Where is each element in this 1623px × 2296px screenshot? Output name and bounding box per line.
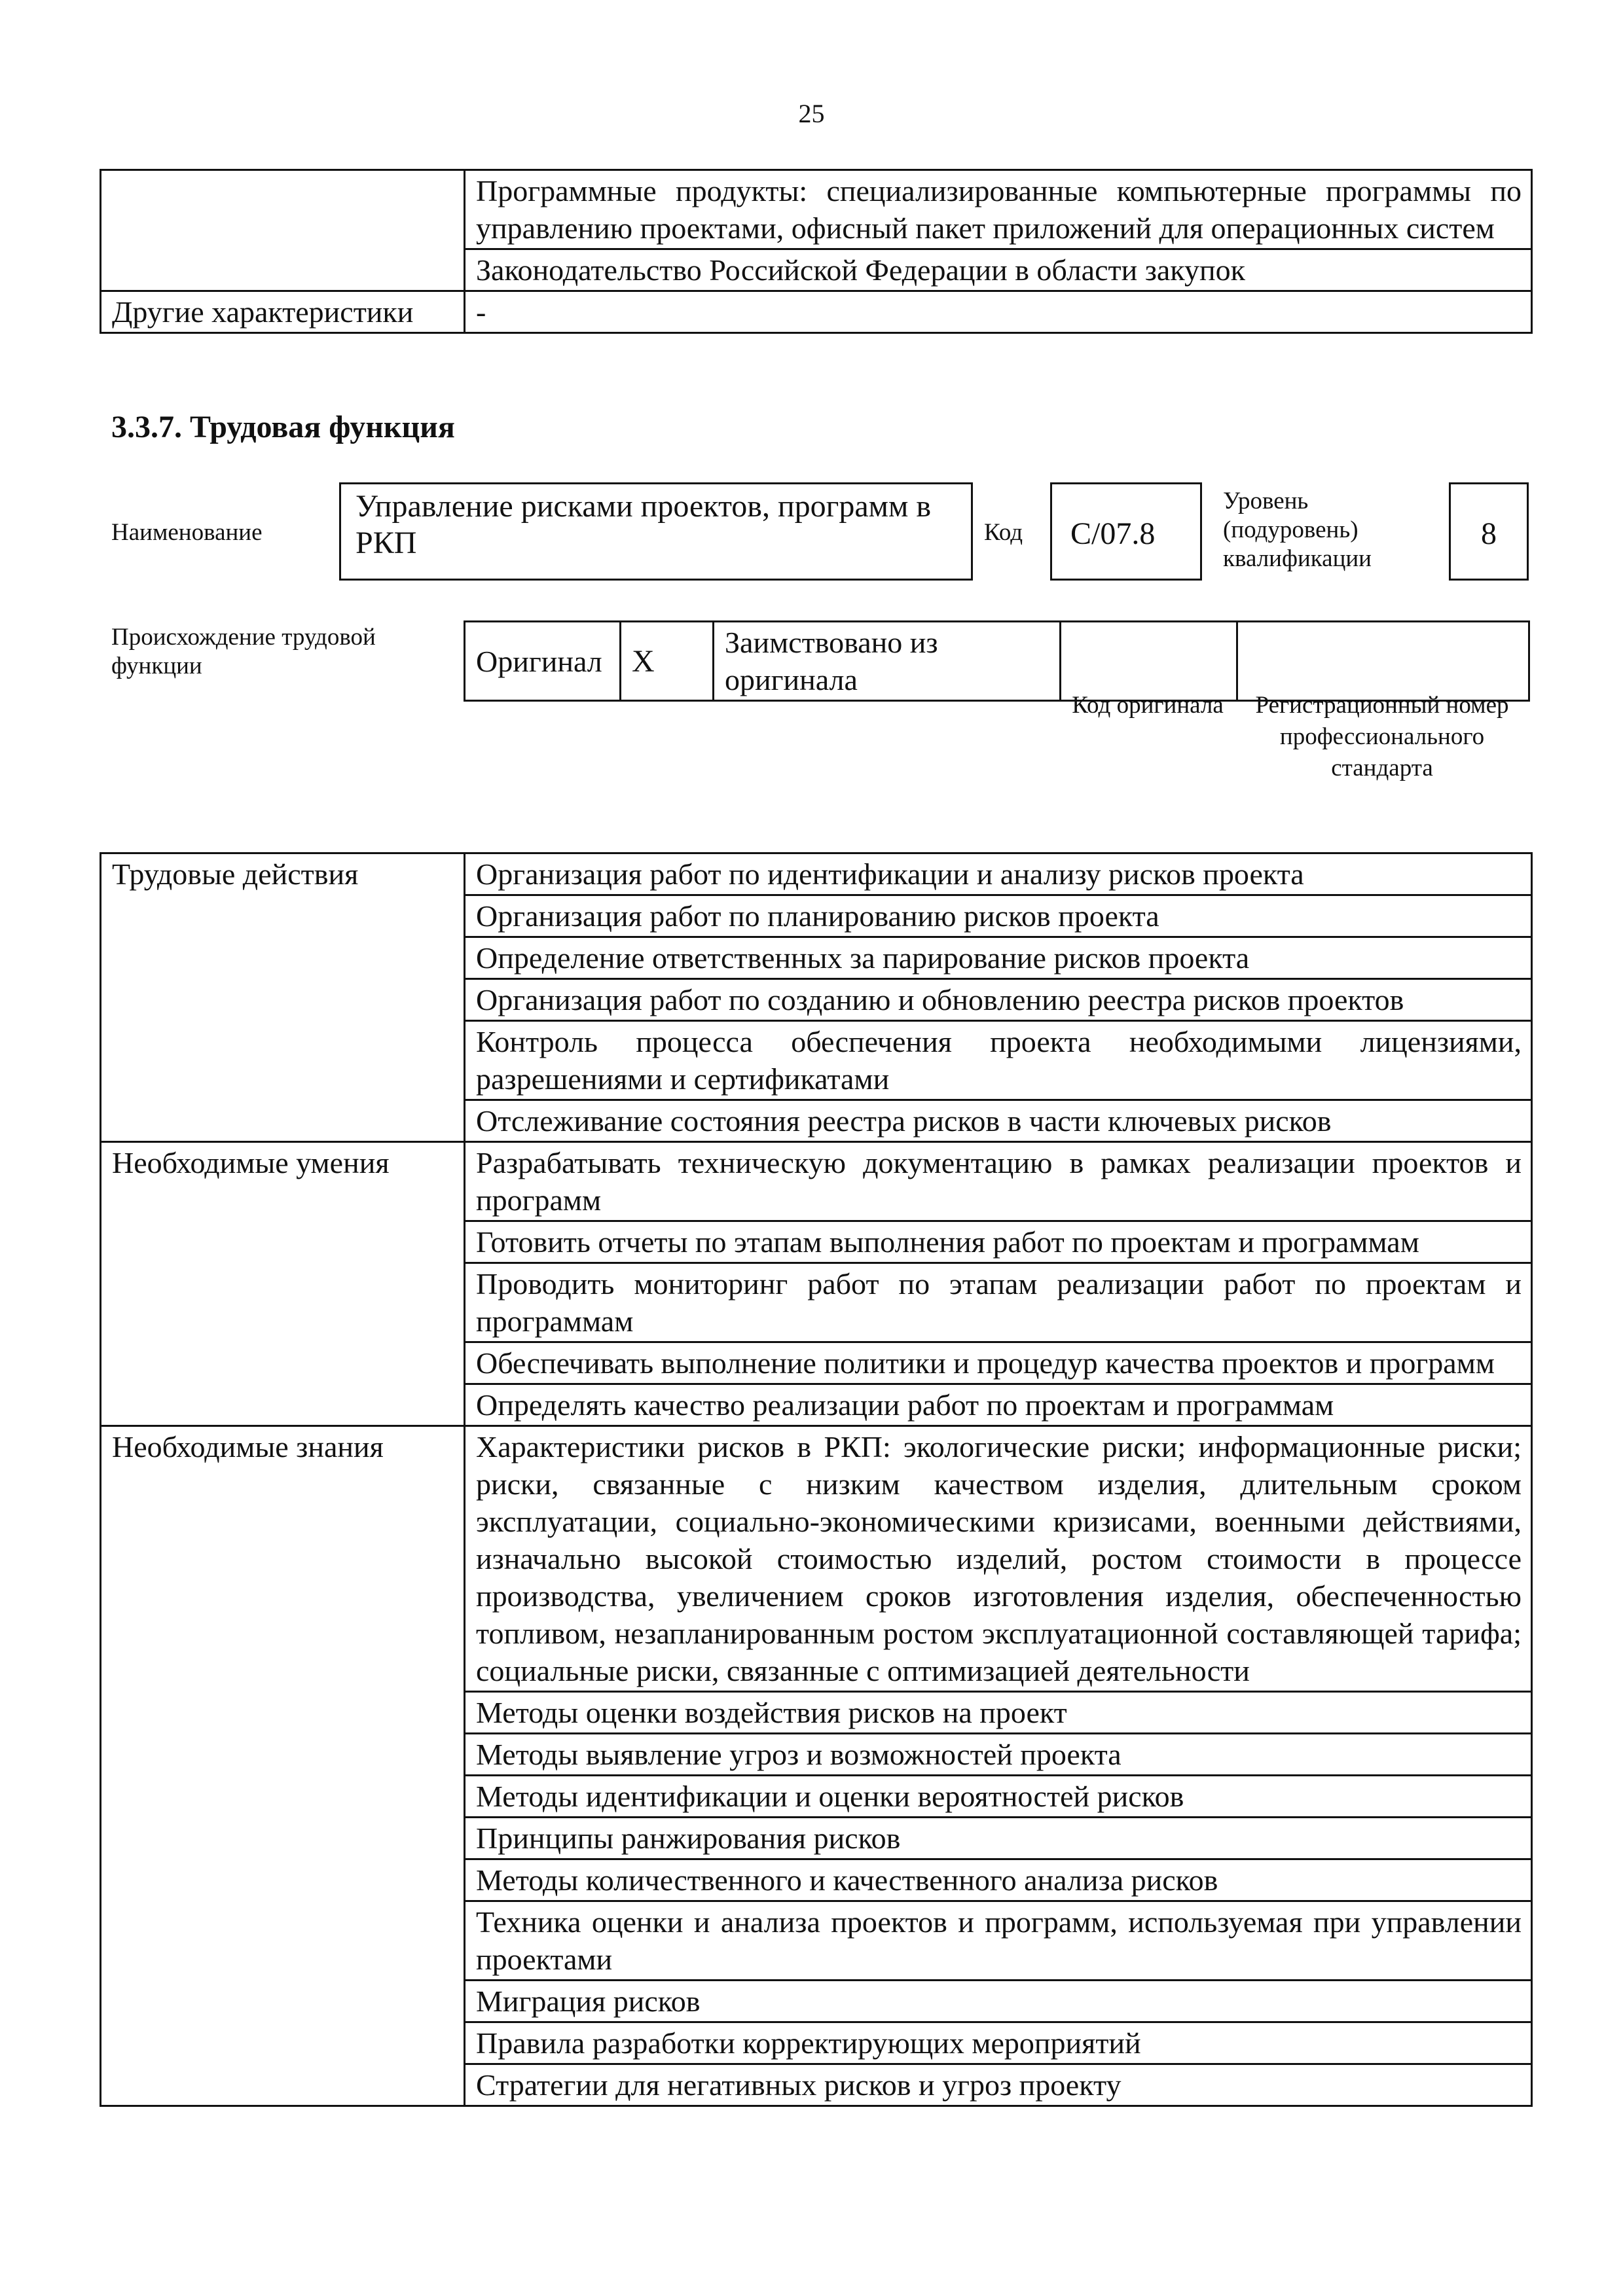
table-cell: Отслеживание состояния реестра рисков в части ключевых рисков [465, 1100, 1532, 1142]
code-value-box: C/07.8 [1050, 482, 1202, 581]
table-row [465, 622, 1529, 701]
table-row [101, 853, 1532, 895]
origin-label: Происхождение трудовой функции [111, 624, 376, 679]
table-cell: Разрабатывать техническую документацию в рамках реализации проектов и программ [465, 1142, 1532, 1221]
table-cell: Организация работ по идентификации и анализу рисков проекта [465, 853, 1532, 895]
table-cell: Определение ответственных за парирование рисков проекта [465, 937, 1532, 979]
table-cell: Контроль процесса обеспечения проекта необходимыми лицензиями, разрешениями и сертификатами [465, 1021, 1532, 1100]
table-row [101, 1426, 1532, 1692]
original-mark-cell: X [621, 622, 714, 701]
table-cell: Миграция рисков [465, 1981, 1532, 2022]
section-title-cell: Необходимые умения [101, 1142, 465, 1426]
level-label: Уровень (подуровень) квалификации [1223, 488, 1372, 572]
top-table [100, 169, 1533, 334]
level-value-box: 8 [1449, 482, 1529, 581]
original-label-cell: Оригинал [465, 622, 621, 701]
table-row [101, 291, 1532, 333]
table-label-cell [101, 170, 465, 291]
registration-number-cell [1237, 622, 1529, 701]
table-cell: Стратегии для негативных рисков и угроз проекту [465, 2064, 1532, 2106]
table-cell: Характеристики рисков в РКП: экологические риски; информационные риски; риски, связанные с низким качеством изделия, длительным сроком эксплуатации, социально-экономическими кризисами, военными действиями, изначально высокой стоимостью изделий, ростом стоимости в процессе производства, увеличением сроков изготовления изделия, обеспеченностью топливом, незапланированным ростом эксплуатационной составляющей тарифа; социальные риски, связанные с оптимизацией деятельности [465, 1426, 1532, 1692]
page-number: 25 [798, 99, 825, 128]
table-cell: Методы идентификации и оценки вероятностей рисков [465, 1776, 1532, 1818]
code-caption: Код оригинала [1072, 692, 1224, 719]
table-cell: Методы выявление угроз и возможностей проекта [465, 1734, 1532, 1776]
section-title-cell: Трудовые действия [101, 853, 465, 1142]
original-code-cell [1061, 622, 1237, 701]
table-cell: Определять качество реализации работ по проектам и программам [465, 1384, 1532, 1426]
main-table [100, 852, 1533, 2107]
section-title-cell: Необходимые знания [101, 1426, 465, 2106]
registration-caption: Регистрационный номер профессионального стандарта [1255, 692, 1509, 781]
table-cell: Законодательство Российской Федерации в области закупок [465, 249, 1532, 291]
borrowed-label-cell: Заимствовано из оригинала [714, 622, 1061, 701]
section-heading: 3.3.7. Трудовая функция [111, 410, 455, 444]
name-label: Наименование [111, 519, 263, 546]
table-row [101, 1142, 1532, 1221]
table-cell: Методы количественного и качественного анализа рисков [465, 1859, 1532, 1901]
table-cell: - [465, 291, 1532, 333]
table-label-cell: Другие характеристики [101, 291, 465, 333]
table-cell: Программные продукты: специализированные компьютерные программы по управлению проектами, офисный пакет приложений для операционных систем [465, 170, 1532, 249]
table-row [101, 170, 1532, 249]
code-label: Код [984, 519, 1023, 546]
function-name-box: Управление рисками проектов, программ в РКП [339, 482, 973, 581]
table-cell: Проводить мониторинг работ по этапам реализации работ по проектам и программам [465, 1263, 1532, 1342]
table-cell: Принципы ранжирования рисков [465, 1818, 1532, 1859]
table-cell: Правила разработки корректирующих мероприятий [465, 2022, 1532, 2064]
table-cell: Обеспечивать выполнение политики и процедур качества проектов и программ [465, 1342, 1532, 1384]
table-cell: Готовить отчеты по этапам выполнения работ по проектам и программам [465, 1221, 1532, 1263]
table-cell: Методы оценки воздействия рисков на проект [465, 1692, 1532, 1734]
table-cell: Организация работ по планированию рисков проекта [465, 895, 1532, 937]
table-cell: Техника оценки и анализа проектов и программ, используемая при управлении проектами [465, 1901, 1532, 1981]
table-cell: Организация работ по созданию и обновлению реестра рисков проектов [465, 979, 1532, 1021]
